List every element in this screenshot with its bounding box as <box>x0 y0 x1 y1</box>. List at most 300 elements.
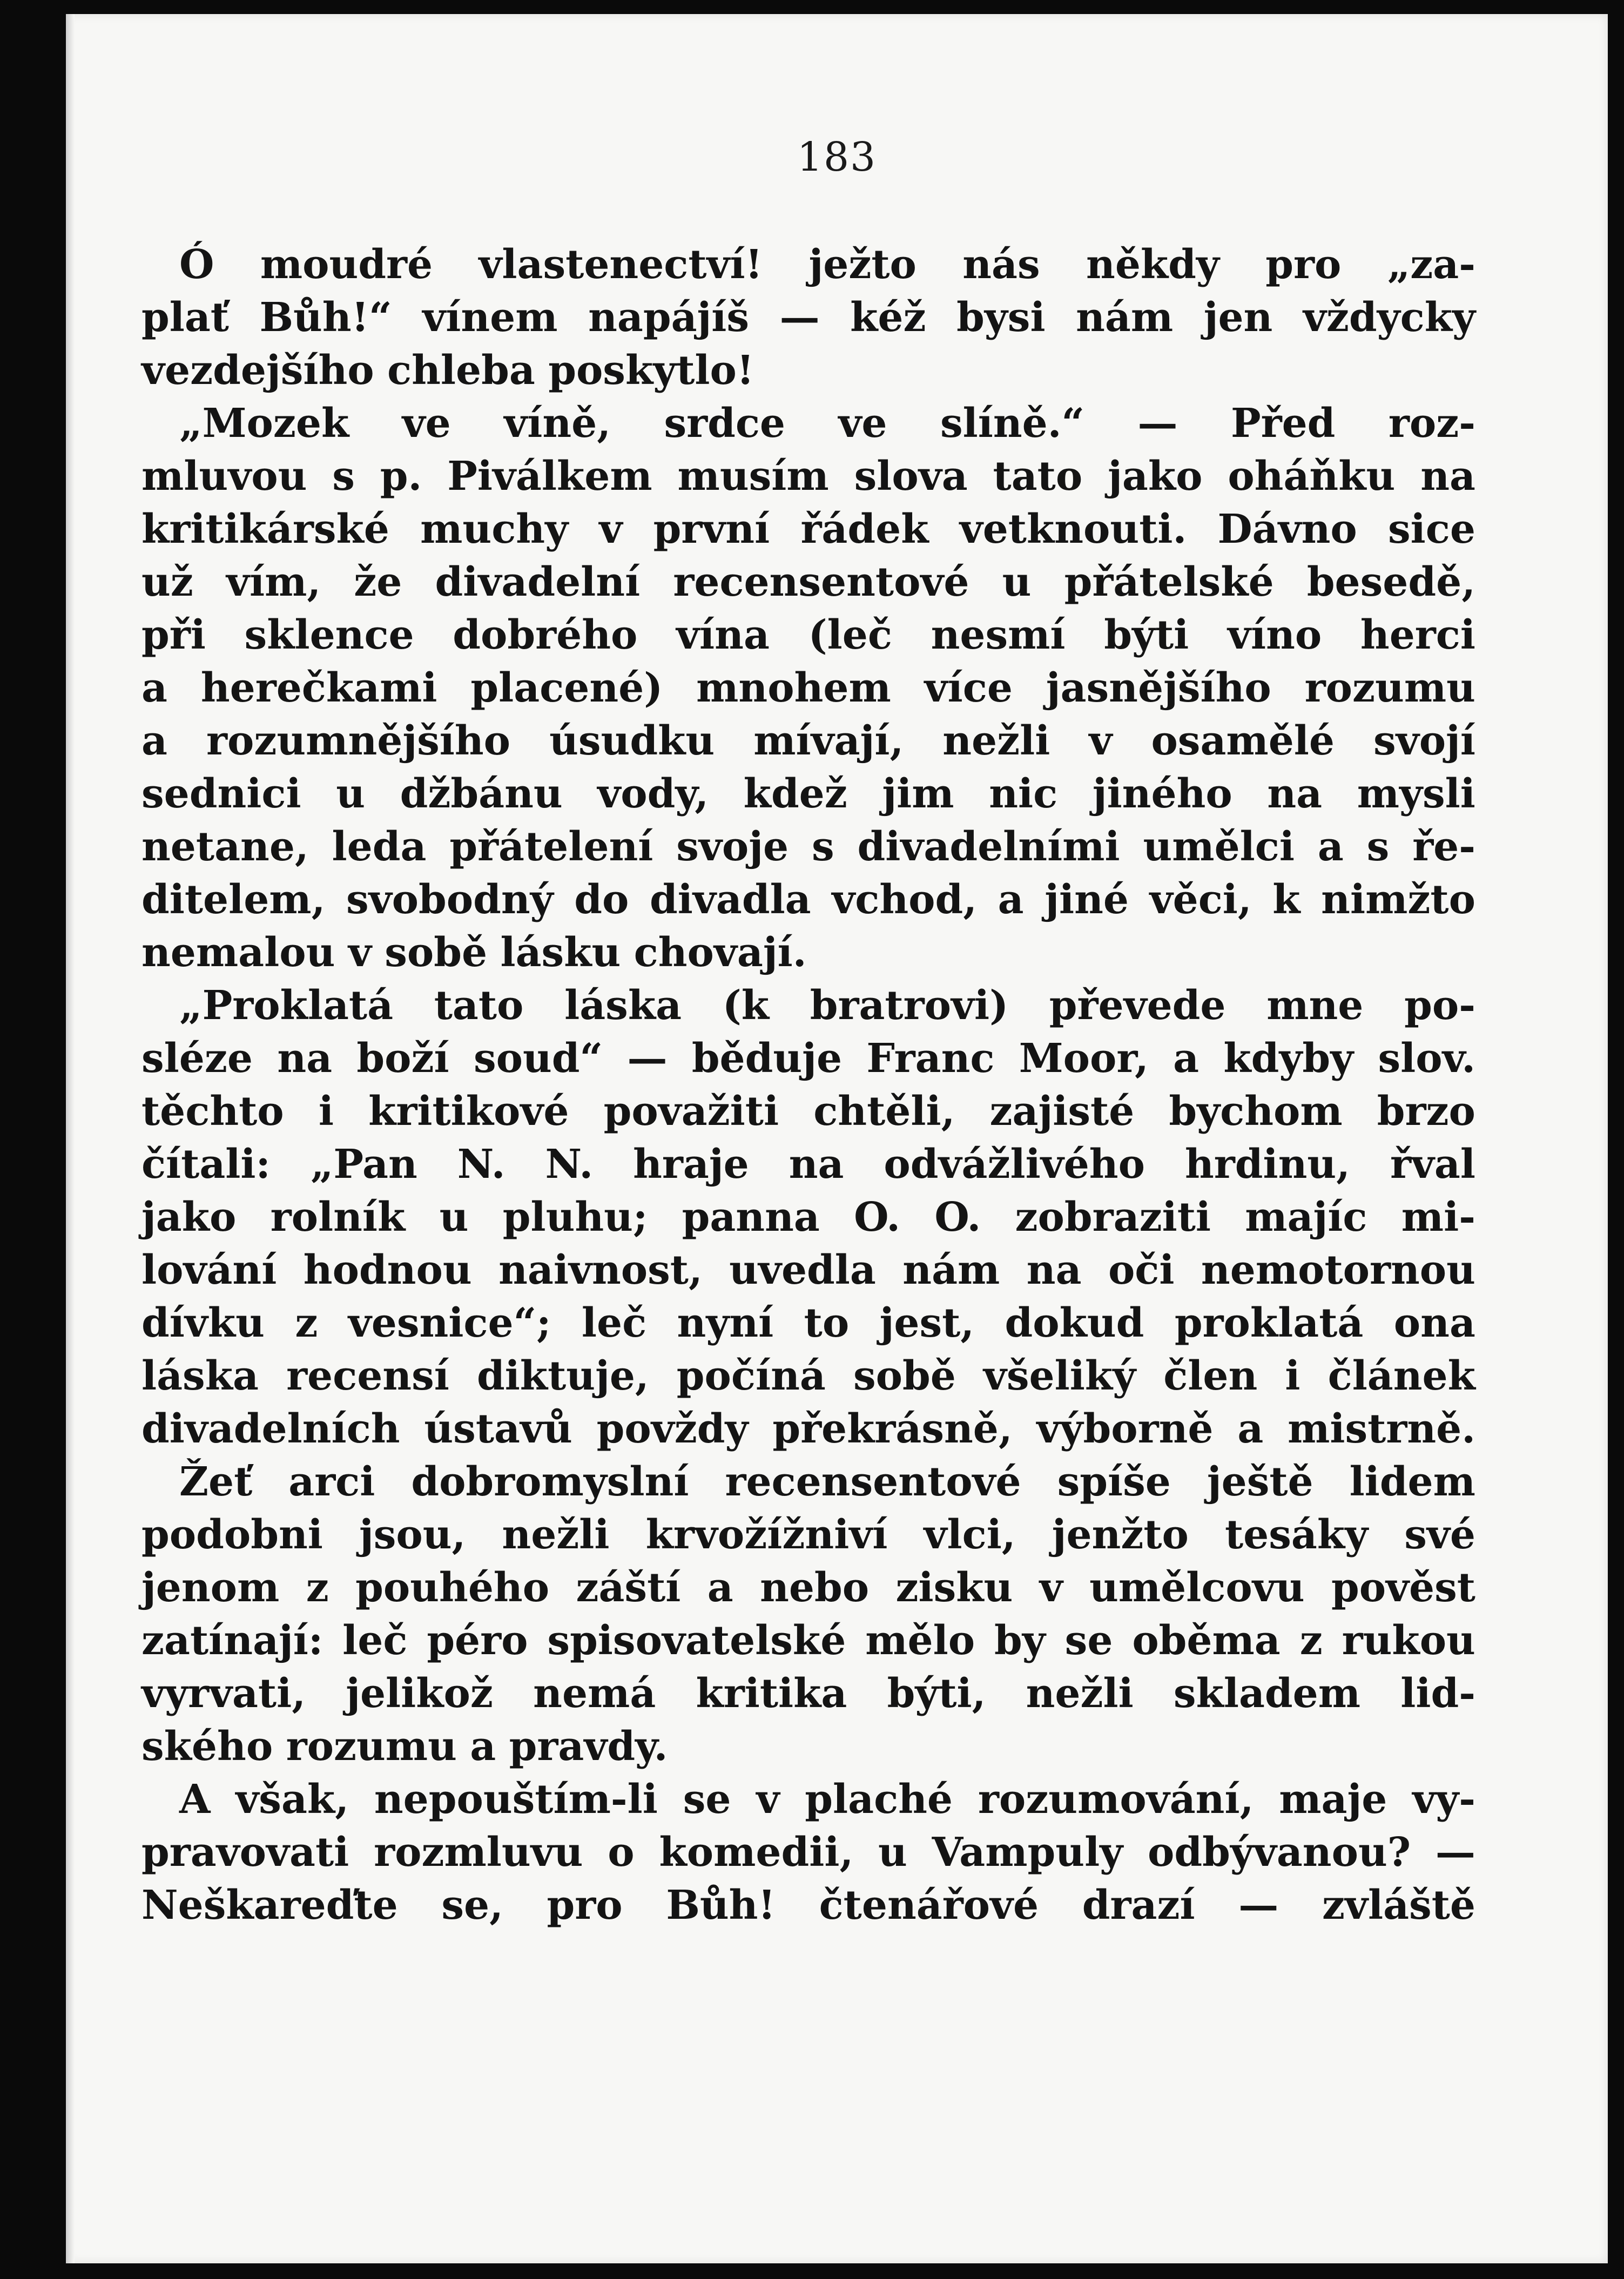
word: první <box>653 506 770 552</box>
text-line <box>141 450 1475 503</box>
word: zisku <box>895 1565 1013 1611</box>
word: více <box>924 665 1013 711</box>
word: Žeť <box>179 1459 253 1505</box>
word: džbánu <box>400 771 563 817</box>
word: ditelem, <box>141 876 326 923</box>
word: na <box>1267 771 1323 817</box>
word: bychom <box>1169 1088 1343 1135</box>
word: chtěli, <box>813 1088 955 1135</box>
word: jasnějšího <box>1046 665 1271 711</box>
word: herečkami <box>200 665 437 711</box>
word: panna <box>682 1194 820 1240</box>
word: pravovati <box>141 1829 349 1876</box>
word: víno <box>1227 612 1322 658</box>
word: leč <box>581 1300 647 1346</box>
word: na <box>789 1141 844 1188</box>
word: u <box>1002 559 1032 605</box>
text-line <box>141 1561 1475 1614</box>
word: skladem <box>1173 1670 1361 1717</box>
word: zatínají: <box>141 1617 324 1664</box>
word: bratrovi) <box>810 982 1009 1029</box>
word: napájíš <box>588 294 750 341</box>
word: zvláště <box>1322 1882 1475 1929</box>
word: lid- <box>1400 1670 1475 1717</box>
word: vetknouti. <box>959 506 1187 552</box>
text-line <box>141 1508 1475 1561</box>
word: rozumnějšího <box>206 718 511 764</box>
word: jest, <box>879 1300 975 1346</box>
word: hraje <box>633 1141 749 1188</box>
text-line <box>141 1032 1475 1085</box>
word: v <box>599 506 623 552</box>
word: však, <box>235 1776 349 1823</box>
word: diktuje, <box>476 1353 649 1399</box>
word: pro <box>547 1882 623 1929</box>
word: mnohem <box>696 665 891 711</box>
word: recensí <box>286 1353 449 1399</box>
word: nemalou <box>141 929 335 976</box>
word: kdyby <box>1223 1035 1354 1082</box>
word: p. <box>380 453 422 500</box>
word: — <box>627 1035 668 1082</box>
word: slova <box>854 453 968 500</box>
word: jenom <box>141 1565 280 1611</box>
word: býti, <box>887 1670 986 1717</box>
word: kritikárské <box>141 506 389 552</box>
text-line <box>141 1350 1475 1403</box>
word: pravdy. <box>509 1723 668 1770</box>
word: vyrvati, <box>141 1670 306 1717</box>
text-line <box>141 397 1475 450</box>
word: nám <box>902 1247 1000 1293</box>
word: N. <box>457 1141 506 1188</box>
word: rozumování, <box>978 1776 1254 1823</box>
word: hodnou <box>303 1247 472 1293</box>
word: tesáky <box>1224 1512 1369 1558</box>
word: v <box>1039 1565 1063 1611</box>
word: úsudku <box>549 718 715 764</box>
word: pro <box>1265 241 1342 288</box>
word: divadelní <box>435 559 641 605</box>
word: lásku <box>500 929 621 976</box>
word: nimžto <box>1321 876 1475 923</box>
word: u <box>336 771 365 817</box>
word: ježto <box>808 241 917 288</box>
word: těchto <box>141 1088 284 1135</box>
word: článek <box>1327 1353 1475 1399</box>
word: jen <box>1203 294 1273 341</box>
word: brzo <box>1377 1088 1475 1135</box>
word: soud“ <box>473 1035 603 1082</box>
text-line <box>141 1403 1475 1455</box>
word: dobrého <box>453 612 638 658</box>
word: na <box>1420 453 1475 500</box>
word: s <box>1366 824 1390 870</box>
word: arci <box>288 1459 375 1505</box>
word: proklatá <box>1174 1300 1364 1346</box>
word: při <box>141 612 206 658</box>
word: to <box>804 1300 850 1346</box>
word: Franc <box>866 1035 995 1082</box>
word: vlci, <box>924 1512 1016 1558</box>
word: jiné <box>1045 876 1129 923</box>
word: sléze <box>141 1035 253 1082</box>
word: — <box>1137 400 1178 447</box>
word: povždy <box>596 1406 749 1452</box>
word: ve <box>402 400 451 447</box>
text-line <box>141 1826 1475 1879</box>
word: vesnice“; <box>348 1300 551 1346</box>
text-line <box>141 238 1475 291</box>
word: naivnost, <box>498 1247 703 1293</box>
word: a <box>1317 824 1344 870</box>
word: z <box>295 1300 318 1346</box>
word: už <box>141 559 193 605</box>
word: z <box>306 1565 329 1611</box>
word: býti <box>1104 612 1189 658</box>
word: mysli <box>1357 771 1475 817</box>
word: srdce <box>664 400 785 447</box>
word: péro <box>427 1617 528 1664</box>
word: by <box>994 1617 1046 1664</box>
word: převede <box>1049 982 1226 1029</box>
word: roz- <box>1388 400 1475 447</box>
word: divadelních <box>141 1406 400 1452</box>
word: i <box>1285 1353 1300 1399</box>
word: záští <box>576 1565 681 1611</box>
word: kdež <box>743 771 847 817</box>
word: a <box>141 665 167 711</box>
word: v <box>348 929 372 976</box>
word: láska <box>564 982 682 1029</box>
word: poskytlo! <box>548 347 754 394</box>
word: lování <box>141 1247 277 1293</box>
word: (leč <box>808 612 892 658</box>
word: i <box>318 1088 334 1135</box>
word: se <box>1064 1617 1113 1664</box>
word: hrdinu, <box>1184 1141 1350 1188</box>
word: sednici <box>141 771 301 817</box>
text-line <box>141 1455 1475 1508</box>
word: tato <box>434 982 524 1029</box>
word: Dávno <box>1217 506 1357 552</box>
word: recensentové <box>725 1459 1021 1505</box>
word: nežli <box>942 718 1050 764</box>
word: vchod, <box>832 876 977 923</box>
word: nám <box>1076 294 1174 341</box>
word: uvedla <box>729 1247 876 1293</box>
word: Ó <box>179 241 214 288</box>
text-line <box>141 1244 1475 1297</box>
word: u <box>878 1829 907 1876</box>
word: placené) <box>470 665 663 711</box>
word: mluvou <box>141 453 307 500</box>
word: maje <box>1279 1776 1387 1823</box>
word: „Pan <box>310 1141 417 1188</box>
word: lidem <box>1349 1459 1475 1505</box>
word: vy- <box>1412 1776 1475 1823</box>
word: vím, <box>226 559 321 605</box>
word: v <box>756 1776 780 1823</box>
word: odbývanou? <box>1148 1829 1411 1876</box>
text-line <box>141 1773 1475 1826</box>
word: oči <box>1108 1247 1175 1293</box>
text-line <box>141 1138 1475 1191</box>
word: a <box>1237 1406 1264 1452</box>
word: Bůh! <box>666 1882 776 1929</box>
word: v <box>1089 718 1113 764</box>
text-line <box>141 1191 1475 1244</box>
word: svoje <box>676 824 789 870</box>
word: nemotornou <box>1201 1247 1475 1293</box>
text-line <box>141 767 1475 820</box>
word: dívku <box>141 1300 265 1346</box>
word: vždycky <box>1303 294 1475 341</box>
word: boží <box>356 1035 449 1082</box>
word: jenžto <box>1052 1512 1189 1558</box>
word: s <box>811 824 834 870</box>
word: do <box>574 876 629 923</box>
word: vezdejšího <box>141 347 374 394</box>
word: N. <box>545 1141 594 1188</box>
word: láska <box>141 1353 259 1399</box>
word: komedii, <box>659 1829 854 1876</box>
word: jiného <box>1092 771 1232 817</box>
word: „Proklatá <box>179 982 394 1029</box>
word: sice <box>1388 506 1475 552</box>
word: nebo <box>760 1565 870 1611</box>
word: ještě <box>1207 1459 1313 1505</box>
word: a <box>470 1723 496 1770</box>
word: leda <box>332 824 427 870</box>
word: rolník <box>270 1194 406 1240</box>
word: bysi <box>956 294 1046 341</box>
word: nemá <box>533 1670 656 1717</box>
word: slov. <box>1378 1035 1475 1082</box>
word: nyní <box>677 1300 774 1346</box>
word: O. <box>854 1194 901 1240</box>
word: sobě <box>853 1353 956 1399</box>
word: Moor, <box>1019 1035 1149 1082</box>
text-line <box>141 820 1475 873</box>
word: muchy <box>420 506 569 552</box>
word: na <box>1026 1247 1082 1293</box>
text-line <box>141 1720 1475 1773</box>
word: pouhého <box>355 1565 550 1611</box>
word: O. <box>934 1194 981 1240</box>
word: umělcovu <box>1089 1565 1305 1611</box>
word: na <box>277 1035 333 1082</box>
text-line <box>141 979 1475 1032</box>
word: víně, <box>504 400 611 447</box>
word: oběma <box>1132 1617 1281 1664</box>
word: chovají. <box>634 929 807 976</box>
word: k <box>1272 876 1300 923</box>
word: Neškareďte <box>141 1882 398 1929</box>
word: člen <box>1163 1353 1258 1399</box>
word: A <box>179 1776 211 1823</box>
word: Piválkem <box>447 453 652 500</box>
text-line <box>141 926 1475 979</box>
word: spíše <box>1057 1459 1171 1505</box>
word: rukou <box>1342 1617 1475 1664</box>
word: Před <box>1230 400 1336 447</box>
word: — <box>1435 1829 1475 1876</box>
word: „za- <box>1387 241 1475 288</box>
text-line <box>141 714 1475 767</box>
word: rozumu <box>286 1723 457 1770</box>
word: ona <box>1393 1300 1475 1346</box>
word: jsou, <box>359 1512 466 1558</box>
word: nic <box>989 771 1058 817</box>
word: mi- <box>1401 1194 1475 1240</box>
word: dokud <box>1005 1300 1144 1346</box>
word: divadla <box>650 876 811 923</box>
word: čtenářové <box>819 1882 1039 1929</box>
word: spisovatelské <box>547 1617 846 1664</box>
word: — <box>1238 1882 1279 1929</box>
word: svojí <box>1373 718 1475 764</box>
text-line <box>141 1614 1475 1667</box>
word: drazí <box>1082 1882 1195 1929</box>
word: a <box>998 876 1024 923</box>
word: u <box>439 1194 469 1240</box>
word: (k <box>722 982 770 1029</box>
word: Bůh!“ <box>259 294 392 341</box>
word: odvážlivého <box>884 1141 1145 1188</box>
word: herci <box>1360 612 1475 658</box>
word: pluhu; <box>502 1194 648 1240</box>
word: ře- <box>1412 824 1475 870</box>
word: — <box>779 294 820 341</box>
word: někdy <box>1086 241 1219 288</box>
text-line <box>141 1667 1475 1720</box>
page-number: 183 <box>797 134 877 180</box>
word: moudré <box>260 241 433 288</box>
word: se <box>683 1776 731 1823</box>
text-line <box>141 609 1475 662</box>
word: krvožížniví <box>645 1512 888 1558</box>
text-line <box>141 873 1475 926</box>
word: pověst <box>1331 1565 1475 1611</box>
word: přátelské <box>1064 559 1274 605</box>
text-line <box>141 344 1475 397</box>
word: a <box>707 1565 733 1611</box>
word: podobni <box>141 1512 323 1558</box>
text-line <box>141 291 1475 344</box>
word: rozmluvu <box>374 1829 583 1876</box>
word: recensentové <box>673 559 969 605</box>
word: mistrně. <box>1288 1406 1475 1452</box>
word: leč <box>342 1617 408 1664</box>
word: výborně <box>1036 1406 1214 1452</box>
word: plať <box>141 294 229 341</box>
word: oháňku <box>1228 453 1396 500</box>
word: nepouštím-li <box>374 1776 658 1823</box>
word: překrásně, <box>772 1406 1013 1452</box>
word: svobodný <box>346 876 554 923</box>
word: čítali: <box>141 1141 271 1188</box>
word: majíc <box>1245 1194 1367 1240</box>
word: nás <box>962 241 1040 288</box>
word: kéž <box>850 294 926 341</box>
word: mne <box>1266 982 1364 1029</box>
word: nesmí <box>931 612 1066 658</box>
word: že <box>354 559 402 605</box>
word: počíná <box>676 1353 826 1399</box>
word: slíně.“ <box>940 400 1085 447</box>
word: jim <box>882 771 954 817</box>
word: Vampuly <box>932 1829 1123 1876</box>
word: své <box>1404 1512 1475 1558</box>
word: z <box>1299 1617 1323 1664</box>
word: zajisté <box>989 1088 1135 1135</box>
word: jako <box>1108 453 1203 500</box>
word: sobě <box>385 929 488 976</box>
text-line <box>141 1297 1475 1350</box>
page-edge-shadow <box>66 14 75 2263</box>
word: a <box>1173 1035 1200 1082</box>
word: umělci <box>1143 824 1295 870</box>
word: zobraziti <box>1015 1194 1211 1240</box>
word: musím <box>677 453 829 500</box>
word: všeliký <box>983 1353 1136 1399</box>
word: běduje <box>691 1035 843 1082</box>
word: vody, <box>597 771 709 817</box>
word: vínem <box>422 294 558 341</box>
word: tato <box>993 453 1083 500</box>
word: po- <box>1404 982 1475 1029</box>
word: chleba <box>387 347 535 394</box>
word: ského <box>141 1723 273 1770</box>
word: nežli <box>502 1512 610 1558</box>
word: řádek <box>800 506 929 552</box>
word: a <box>141 718 167 764</box>
word: vína <box>676 612 770 658</box>
word: osamělé <box>1151 718 1335 764</box>
word: považiti <box>603 1088 779 1135</box>
word: besedě, <box>1306 559 1475 605</box>
word: ústavů <box>424 1406 572 1452</box>
body-text <box>141 238 1475 1932</box>
word: plaché <box>805 1776 953 1823</box>
book-page <box>66 14 1608 2263</box>
word: divadelními <box>857 824 1120 870</box>
word: mělo <box>865 1617 975 1664</box>
word: ve <box>838 400 887 447</box>
word: věci, <box>1149 876 1252 923</box>
word: mívají, <box>753 718 904 764</box>
word: se, <box>441 1882 503 1929</box>
text-line <box>141 503 1475 556</box>
word: jelikož <box>346 1670 493 1717</box>
word: kritika <box>696 1670 847 1717</box>
word: jako <box>141 1194 237 1240</box>
word: dobromyslní <box>411 1459 689 1505</box>
word: kritikové <box>368 1088 569 1135</box>
text-line <box>141 1085 1475 1138</box>
word: sklence <box>244 612 414 658</box>
word: vlastenectví! <box>479 241 763 288</box>
text-line <box>141 556 1475 609</box>
word: netane, <box>141 824 309 870</box>
text-line <box>141 1879 1475 1932</box>
text-line <box>141 662 1475 714</box>
word: rozumu <box>1304 665 1475 711</box>
word: nežli <box>1026 1670 1134 1717</box>
word: o <box>608 1829 635 1876</box>
word: „Mozek <box>179 400 349 447</box>
